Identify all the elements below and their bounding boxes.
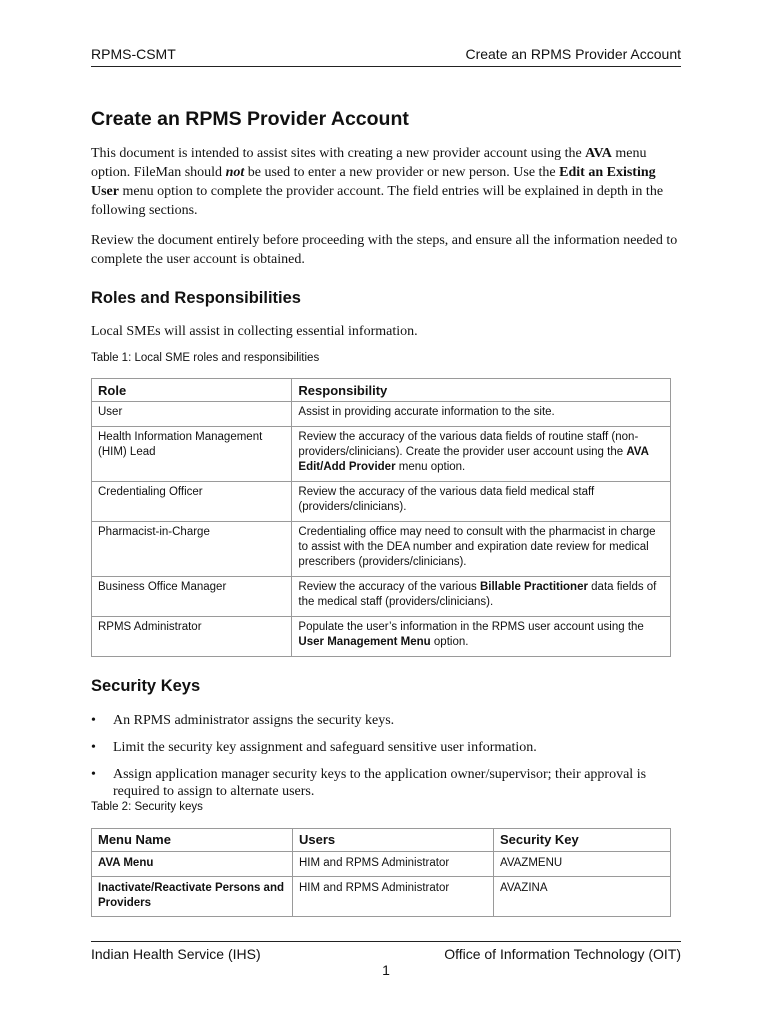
roles-text: Local SMEs will assist in collecting essential information.: [91, 324, 418, 339]
table-row: [92, 522, 671, 577]
role-cell: Business Office Manager: [92, 577, 292, 617]
security-bullets: [91, 712, 681, 800]
page-content: [91, 108, 681, 917]
role-cell: RPMS Administrator: [92, 617, 292, 657]
bullet-icon: •: [91, 740, 96, 755]
table1-caption: Table 1: Local SME roles and responsibilities: [91, 352, 320, 364]
table-row: [92, 577, 671, 617]
security-keys-table: [91, 828, 671, 917]
bullet-icon: •: [91, 713, 96, 728]
role-cell: User: [92, 402, 292, 427]
table-row: [92, 482, 671, 522]
list-item: [91, 712, 681, 729]
table-row: [92, 877, 671, 917]
list-item: [91, 766, 681, 800]
page-footer: [91, 941, 681, 978]
security-key-cell: AVAZMENU: [494, 852, 671, 877]
column-header: Users: [293, 829, 494, 852]
menu-name-cell: AVA Menu: [92, 852, 293, 877]
table-header-row: [92, 379, 671, 402]
role-cell: Health Information Management (HIM) Lead: [92, 427, 292, 482]
menu-name-cell: Inactivate/Reactivate Persons and Providers: [92, 877, 293, 917]
page-header: [91, 46, 681, 67]
column-header: Security Key: [494, 829, 671, 852]
bullet-text: Limit the security key assignment and safeguard sensitive user information.: [113, 740, 537, 755]
column-header: Responsibility: [292, 379, 671, 402]
security-keys-heading: Security Keys: [91, 677, 201, 695]
list-item: [91, 739, 681, 756]
column-header: Role: [92, 379, 292, 402]
security-key-cell: AVAZINA: [494, 877, 671, 917]
users-cell: HIM and RPMS Administrator: [293, 877, 494, 917]
intro-paragraph: This document is intended to assist sites with creating a new provider account using the AVA menu option. FileMan should not be used to enter a new provider or new person. Use the Edit an Existing User menu option to complete the provider account. The field entries will be explained in depth in the following sections.: [91, 146, 664, 218]
column-header: Menu Name: [92, 829, 293, 852]
bullet-icon: •: [91, 767, 96, 782]
page-title: Create an RPMS Provider Account: [91, 108, 409, 130]
table-row: [92, 617, 671, 657]
table2-caption: Table 2: Security keys: [91, 801, 203, 813]
table-row: [92, 852, 671, 877]
users-cell: HIM and RPMS Administrator: [293, 852, 494, 877]
header-doc-title: Create an RPMS Provider Account: [465, 46, 681, 62]
bullet-text: Assign application manager security keys to the application owner/supervisor; their approval is required to assign to alternate users.: [113, 767, 647, 799]
role-cell: Pharmacist-in-Charge: [92, 522, 292, 577]
roles-table: [91, 378, 671, 657]
table-header-row: [92, 829, 671, 852]
responsibility-cell: Assist in providing accurate information to the site.: [292, 402, 671, 427]
table-row: [92, 402, 671, 427]
footer-agency: Indian Health Service (IHS): [91, 946, 261, 962]
role-cell: Credentialing Officer: [92, 482, 292, 522]
table-row: [92, 427, 671, 482]
responsibility-cell: Credentialing office may need to consult with the pharmacist in charge to assist with the DEA number and expiration date review for medical prescribers (providers/clinicians).: [292, 522, 671, 577]
responsibility-cell: Review the accuracy of the various data field medical staff (providers/clinicians).: [292, 482, 671, 522]
roles-heading: Roles and Responsibilities: [91, 289, 301, 307]
page-number: 1: [382, 962, 390, 978]
intro-paragraph-2: Review the document entirely before proceeding with the steps, and ensure all the information needed to complete the user account is obtained.: [91, 233, 678, 267]
header-doc-code: RPMS-CSMT: [91, 46, 176, 62]
responsibility-cell: Review the accuracy of the various Billable Practitioner data fields of the medical staff (providers/clinicians).: [292, 577, 671, 617]
bullet-text: An RPMS administrator assigns the security keys.: [113, 713, 395, 728]
footer-office: Office of Information Technology (OIT): [444, 946, 681, 962]
responsibility-cell: Populate the user’s information in the RPMS user account using the User Management Menu option.: [292, 617, 671, 657]
responsibility-cell: Review the accuracy of the various data fields of routine staff (non-providers/clinicians). Create the provider user account using the AVA Edit/Add Provider menu option.: [292, 427, 671, 482]
